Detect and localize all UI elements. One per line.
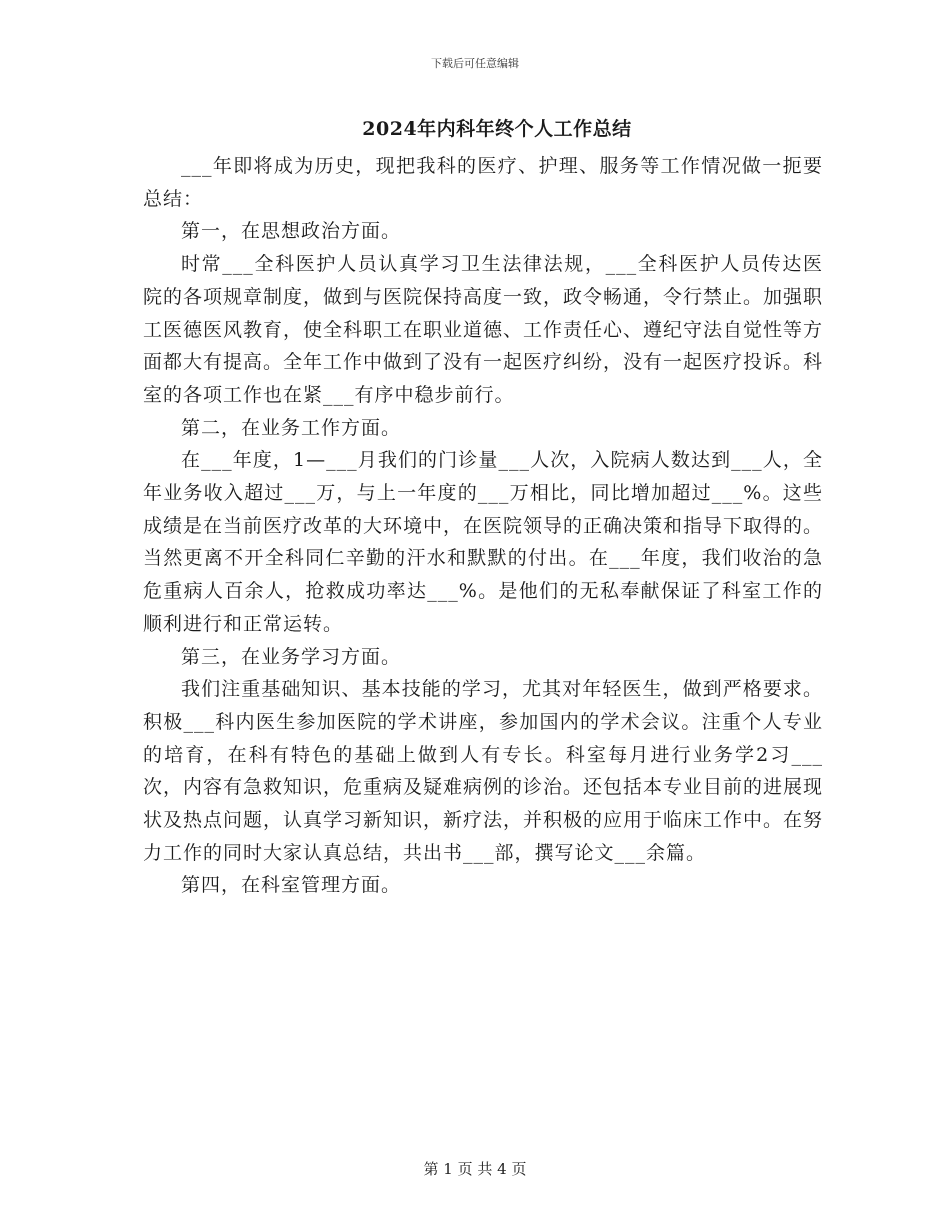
section-heading-3: 第三，在业务学习方面。 — [181, 645, 402, 668]
document-title: 2024年内科年终个人工作总结 — [362, 118, 632, 140]
section-heading-2: 第二，在业务工作方面。 — [181, 416, 402, 439]
paragraph-section-2: 在___年度，1—___月我们的门诊量___人次，入院病人数达到___人，全年业务收入超过___万，与上一年度的___万相比，同比增加超过___%。这些成绩是在当前医疗改革的大环境中，在医院领导的正确决策和指导下取得的。当然更离不开全科同仁辛勤的汗水和默默的付出。在___年度，我们收治的急危重病人百余人，抢救成功率达___%。是他们的无私奉献保证了科室工作的顺利进行和正常运转。 — [143, 449, 824, 635]
page-footer: 第 1 页 共 4 页 — [423, 1160, 527, 1178]
section-heading-4: 第四，在科室管理方面。 — [181, 874, 402, 897]
paragraph-section-1: 时常___全科医护人员认真学习卫生法律法规，___全科医护人员传达医院的各项规章制度，做到与医院保持高度一致，政令畅通，令行禁止。加强职工医德医风教育，使全科职工在职业道德、工作责任心、遵纪守法自觉性等方面都大有提高。全年工作中做到了没有一起医疗纠纷，没有一起医疗投诉。科室的各项工作也在紧___有序中稳步前行。 — [143, 253, 824, 406]
paragraph-section-3: 我们注重基础知识、基本技能的学习，尤其对年轻医生，做到严格要求。积极___科内医生参加医院的学术讲座，参加国内的学术会议。注重个人专业的培育，在科有特色的基础上做到人有专长。科室每月进行业务学2习___次，内容有急救知识，危重病及疑难病例的诊治。还包括本专业目前的进展现状及热点问题，认真学习新知识，新疗法，并积极的应用于临床工作中。在努力工作的同时大家认真总结，共出书___部，撰写论文___余篇。 — [143, 678, 824, 864]
header-note: 下载后可任意编辑 — [431, 57, 519, 70]
section-heading-1: 第一，在思想政治方面。 — [181, 220, 402, 243]
document-body — [143, 150, 823, 902]
paragraph-intro: ___年即将成为历史，现把我科的医疗、护理、服务等工作情况做一扼要总结： — [143, 155, 823, 210]
